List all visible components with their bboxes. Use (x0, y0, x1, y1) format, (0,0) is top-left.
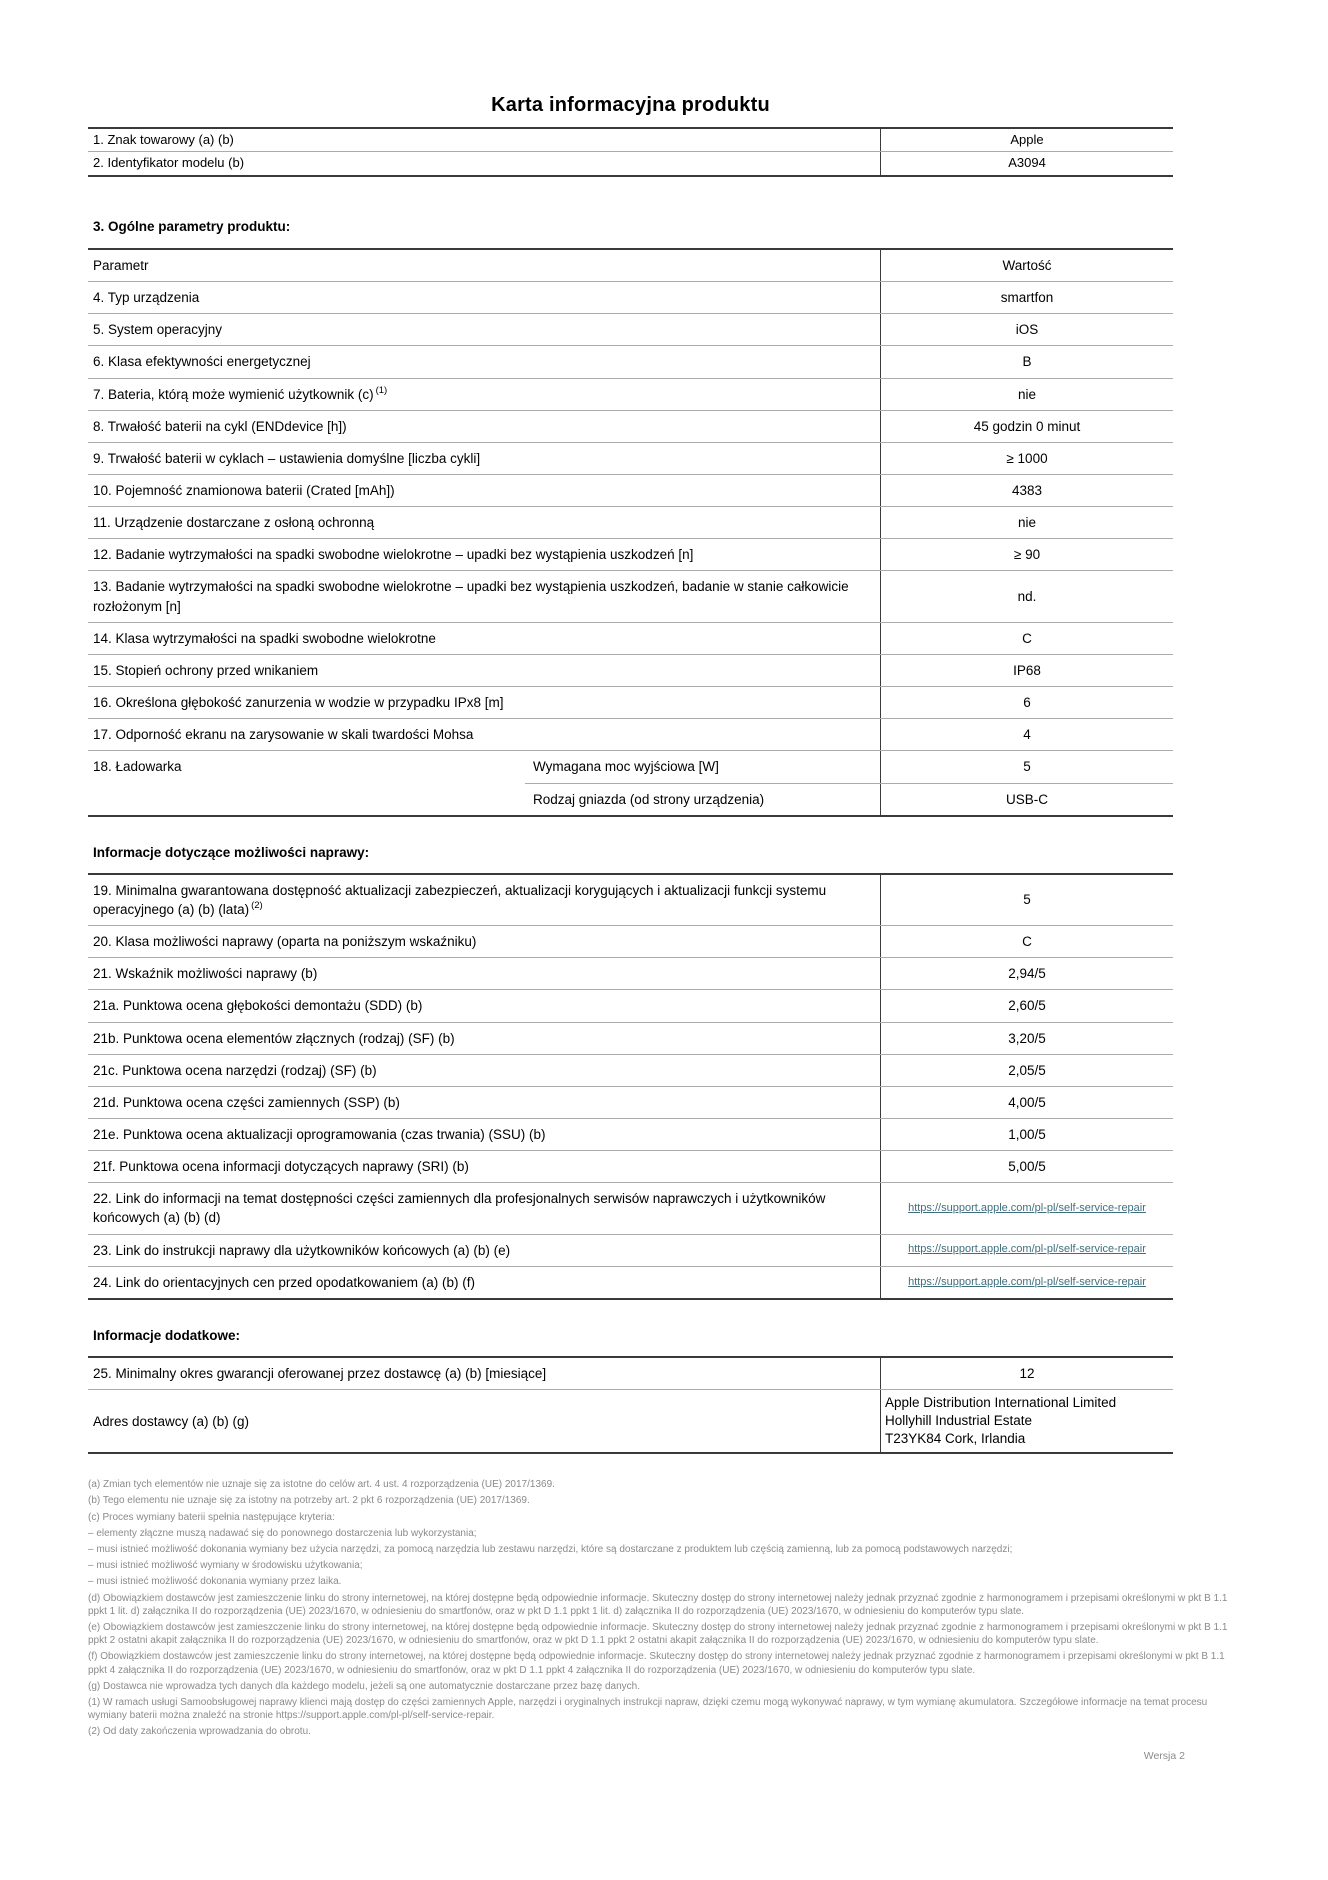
row-value: 3,20/5 (880, 1023, 1173, 1054)
self-service-repair-link[interactable]: https://support.apple.com/pl-pl/self-service-repair (908, 1243, 1146, 1256)
footnote: (a) Zmian tych elementów nie uznaje się za istotne do celów art. 4 ust. 4 rozporządzenia (UE) 2017/1369. (88, 1479, 555, 1491)
self-service-repair-link[interactable]: https://support.apple.com/pl-pl/self-service-repair (908, 1275, 1146, 1288)
row-value: 12 (880, 1358, 1173, 1389)
footnote: – elementy złączne muszą nadawać się do ponownego dostarczenia lub wykorzystania; (88, 1527, 477, 1539)
self-service-repair-link[interactable]: https://support.apple.com/pl-pl/self-service-repair (908, 1201, 1146, 1214)
row-label: Adres dostawcy (a) (b) (g) (93, 1413, 250, 1429)
row-value: ≥ 1000 (880, 443, 1173, 474)
footnote-ref-2: (2) (251, 900, 263, 912)
version-label: Wersja 2 (1143, 1750, 1185, 1763)
footnote: (1) W ramach usługi Samoobsługowej naprawy klienci mają dostęp do części zamiennych Apple, narzędzi i oryginalnych instrukcji napraw, dzięki czemu mogą wykonywać naprawy, w tym wymianę akumulatora. Szczegółowe informacje na temat procesu wymiany baterii można znaleźć na stronie https://support.apple.com/pl-pl/self-service-repair. (88, 1696, 1208, 1722)
row-value: iOS (880, 314, 1173, 345)
column-header-param: Parametr (93, 257, 149, 273)
row-label: 23. Link do instrukcji naprawy dla użytkowników końcowych (a) (b) (e) (93, 1242, 511, 1258)
footnote-ref-1: (1) (375, 385, 388, 397)
row-value: IP68 (880, 655, 1173, 686)
repairability-table (88, 873, 1173, 1300)
row-label: 1. Znak towarowy (a) (b) (93, 132, 234, 147)
row-label: 22. Link do informacji na temat dostępności części zamiennych dla profesjonalnych serwisów naprawczych i użytkowników końcowych (a) (b) (d) (93, 1191, 826, 1226)
row-label (88, 379, 880, 410)
footnote: (2) Od daty zakończenia wprowadzania do obrotu. (88, 1726, 311, 1738)
table-row (88, 1150, 1173, 1182)
row-value: C (880, 623, 1173, 654)
row-value: 4 (880, 719, 1173, 750)
row-label: 15. Stopień ochrony przed wnikaniem (93, 662, 319, 678)
table-row (88, 538, 1173, 570)
row-value: 5 (880, 875, 1173, 925)
row-value: B (880, 346, 1173, 377)
table-row (88, 718, 1173, 750)
row-value: USB-C (880, 784, 1173, 815)
footnote: – musi istnieć możliwość dokonania wymiany bez użycia narzędzi, za pomocą narzędzia lub zestawu narzędzi, które są dostarczane z produktem lub częścią zamienną, lub za pomocą podstawowych narzędzi; (88, 1544, 1013, 1556)
table-row (88, 1054, 1173, 1086)
page-title: Karta informacyjna produktu (491, 94, 770, 116)
supplier-address (880, 1390, 1173, 1452)
row-label: 21b. Punktowa ocena elementów złącznych (rodzaj) (SF) (b) (93, 1030, 455, 1046)
row-value: A3094 (880, 152, 1173, 174)
footnote: (g) Dostawca nie wprowadza tych danych dla każdego modelu, jeżeli są one automatycznie dostarczane przez bazę danych. (88, 1680, 640, 1692)
row-label: 11. Urządzenie dostarczane z osłoną ochronną (93, 515, 375, 531)
table-row (88, 622, 1173, 654)
row-value: 1,00/5 (880, 1119, 1173, 1150)
footnote: – musi istnieć możliwość dokonania wymiany przez laika. (88, 1576, 342, 1588)
additional-info-table (88, 1356, 1173, 1454)
charger-subtable (525, 751, 1173, 814)
row-label: 4. Typ urządzenia (93, 290, 200, 306)
row-value: 2,05/5 (880, 1055, 1173, 1086)
footnote: (d) Obowiązkiem dostawców jest zamieszczenie linku do strony internetowej, na której dostępne będą odpowiednie informacje. Skuteczny dostęp do strony internetowej należy jednak przyznać zgodnie z harmonogramem i przepisami określonymi w pkt B 1.1 ppkt 1 lit. d) załącznika II do rozporządzenia (UE) 2023/1670, w odniesieniu do smartfonów, oraz w pkt D 1.1 ppkt 1 lit. d) załącznika II do rozporządzenia (UE) 2023/1670, w odniesieniu do komputerów typu slate. (88, 1592, 1228, 1617)
table-row (88, 313, 1173, 345)
row-label (88, 875, 880, 925)
row-label: 21d. Punktowa ocena części zamiennych (SSP) (b) (93, 1094, 400, 1110)
table-row (88, 281, 1173, 313)
row-label: 21c. Punktowa ocena narzędzi (rodzaj) (SF) (b) (93, 1062, 377, 1078)
footnote: (e) Obowiązkiem dostawców jest zamieszczenie linku do strony internetowej, na której dostępne będą odpowiednie informacje. Skuteczny dostęp do strony internetowej należy jednak przyznać zgodnie z harmonogramem i przepisami określonymi w pkt B 1.1 ppkt 2 ostatni akapit załącznika II do rozporządzenia (UE) 2023/1670, w odniesieniu do smartfonów, oraz w pkt D 1.1 ppkt 2 ostatni akapit załącznika II do rozporządzenia (UE) 2023/1670, w odniesieniu do komputerów typu slate. (88, 1621, 1228, 1647)
table-row (88, 1266, 1173, 1298)
table-row (88, 378, 1173, 410)
row-label: Wymagana moc wyjściowa [W] (533, 759, 719, 775)
column-header-value: Wartość (880, 250, 1173, 281)
row-value: Apple (880, 129, 1173, 151)
table-row (88, 1086, 1173, 1118)
row-label: 2. Identyfikator modelu (b) (93, 155, 245, 171)
table-row (88, 875, 1173, 925)
row-value: 4383 (880, 475, 1173, 506)
row-label: 6. Klasa efektywności energetycznej (93, 354, 311, 370)
table-row (88, 151, 1173, 174)
row-label: 17. Odporność ekranu na zarysowanie w skali twardości Mohsa (93, 727, 474, 743)
row-value: 2,94/5 (880, 958, 1173, 989)
row-label: 16. Określona głębokość zanurzenia w wodzie w przypadku IPx8 [m] (93, 695, 504, 711)
table-row (88, 1022, 1173, 1054)
supplier-address-row (88, 1389, 1173, 1452)
table-row (88, 345, 1173, 377)
table-row (88, 506, 1173, 538)
footnote: – musi istnieć możliwość wymiany w środowisku użytkowania; (88, 1560, 363, 1572)
general-parameters-table (88, 248, 1173, 817)
row-value: 6 (880, 687, 1173, 718)
table-row (525, 783, 1173, 815)
row-label: 14. Klasa wytrzymałości na spadki swobodne wielokrotne (93, 630, 436, 646)
row-label: 25. Minimalny okres gwarancji oferowanej przez dostawcę (a) (b) [miesiące] (93, 1365, 547, 1381)
table-header-row (88, 250, 1173, 281)
table-row (88, 410, 1173, 442)
row-value: 45 godzin 0 minut (880, 411, 1173, 442)
row-value: nie (880, 379, 1173, 410)
footnote: (b) Tego elementu nie uznaje się za istotny na potrzeby art. 2 pkt 6 rozporządzenia (UE) 2017/1369. (88, 1495, 530, 1507)
row-value: 2,60/5 (880, 990, 1173, 1021)
table-row (88, 1118, 1173, 1150)
row-label: 21e. Punktowa ocena aktualizacji oprogramowania (czas trwania) (SSU) (b) (93, 1126, 546, 1142)
table-row (525, 751, 1173, 782)
row-value (880, 1183, 1173, 1233)
row-label: 20. Klasa możliwości naprawy (oparta na poniższym wskaźniku) (93, 934, 477, 950)
row-label: Rodzaj gniazda (od strony urządzenia) (533, 791, 765, 807)
row-value: C (880, 926, 1173, 957)
supplier-address-line: T23YK84 Cork, Irlandia (885, 1431, 1026, 1447)
section-heading-additional: Informacje dodatkowe: (93, 1327, 241, 1343)
table-row (88, 474, 1173, 506)
row-value: 5,00/5 (880, 1151, 1173, 1182)
table-row (88, 654, 1173, 686)
footnote: (c) Proces wymiany baterii spełnia następujące kryteria: (88, 1511, 335, 1523)
row-label: 21f. Punktowa ocena informacji dotyczących naprawy (SRI) (b) (93, 1159, 469, 1175)
row-value: nie (880, 507, 1173, 538)
row-label: 21a. Punktowa ocena głębokości demontażu (SDD) (b) (93, 998, 423, 1014)
table-row (88, 957, 1173, 989)
row-label-text: 7. Bateria, którą może wymienić użytkownik (c) (93, 386, 374, 402)
row-label: 24. Link do orientacyjnych cen przed opodatkowaniem (a) (b) (f) (93, 1274, 475, 1290)
table-row (88, 1182, 1173, 1233)
section-heading-general: 3. Ogólne parametry produktu: (93, 218, 291, 234)
table-row (88, 1358, 1173, 1389)
row-value: 5 (880, 751, 1173, 782)
identity-table (88, 127, 1173, 177)
row-value (880, 1267, 1173, 1298)
section-heading-repair: Informacje dotyczące możliwości naprawy: (93, 844, 370, 860)
footnote: (f) Obowiązkiem dostawców jest zamieszczenie linku do strony internetowej, na której dostępne będą odpowiednie informacje. Skuteczny dostęp do strony internetowej należy jednak przyznać zgodnie z harmonogramem i przepisami określonymi w pkt B 1.1 ppkt 4 załącznika II do rozporządzenia (UE) 2023/1670, w odniesieniu do smartfonów, oraz w pkt D 1.1 ppkt 4 załącznika II do rozporządzenia (UE) 2023/1670, w odniesieniu do komputerów typu slate. (88, 1651, 1225, 1676)
row-value: 4,00/5 (880, 1087, 1173, 1118)
row-label: 18. Ładowarka (93, 759, 182, 775)
footnotes (88, 1478, 1240, 1738)
row-label: 9. Trwałość baterii w cyklach – ustawienia domyślne [liczba cykli] (93, 450, 481, 466)
row-value: nd. (880, 571, 1173, 621)
supplier-address-line: Hollyhill Industrial Estate (885, 1413, 1033, 1429)
row-label: 21. Wskaźnik możliwości naprawy (b) (93, 966, 318, 982)
table-row (88, 570, 1173, 621)
row-label: 5. System operacyjny (93, 322, 223, 338)
table-row (88, 129, 1173, 151)
table-row (88, 989, 1173, 1021)
table-row (88, 686, 1173, 718)
charger-row (88, 750, 1173, 814)
row-label: 13. Badanie wytrzymałości na spadki swobodne wielokrotne – upadki bez wystąpienia uszkodzeń, badanie w stanie całkowicie rozłożonym [n] (93, 579, 849, 614)
row-value: ≥ 90 (880, 539, 1173, 570)
table-row (88, 442, 1173, 474)
table-row (88, 925, 1173, 957)
row-value: smartfon (880, 282, 1173, 313)
table-row (88, 1234, 1173, 1266)
row-label: 12. Badanie wytrzymałości na spadki swobodne wielokrotne – upadki bez wystąpienia uszkodzeń [n] (93, 547, 694, 563)
supplier-address-line: Apple Distribution International Limited (885, 1395, 1117, 1411)
row-value (880, 1235, 1173, 1266)
row-label: 10. Pojemność znamionowa baterii (Crated [mAh]) (93, 483, 395, 498)
row-label: 8. Trwałość baterii na cykl (ENDdevice [h]) (93, 418, 347, 434)
row-label-text: 19. Minimalna gwarantowana dostępność aktualizacji zabezpieczeń, aktualizacji korygujących i aktualizacji funkcji systemu operacyjnego (a) (b) (lata) (93, 882, 827, 917)
